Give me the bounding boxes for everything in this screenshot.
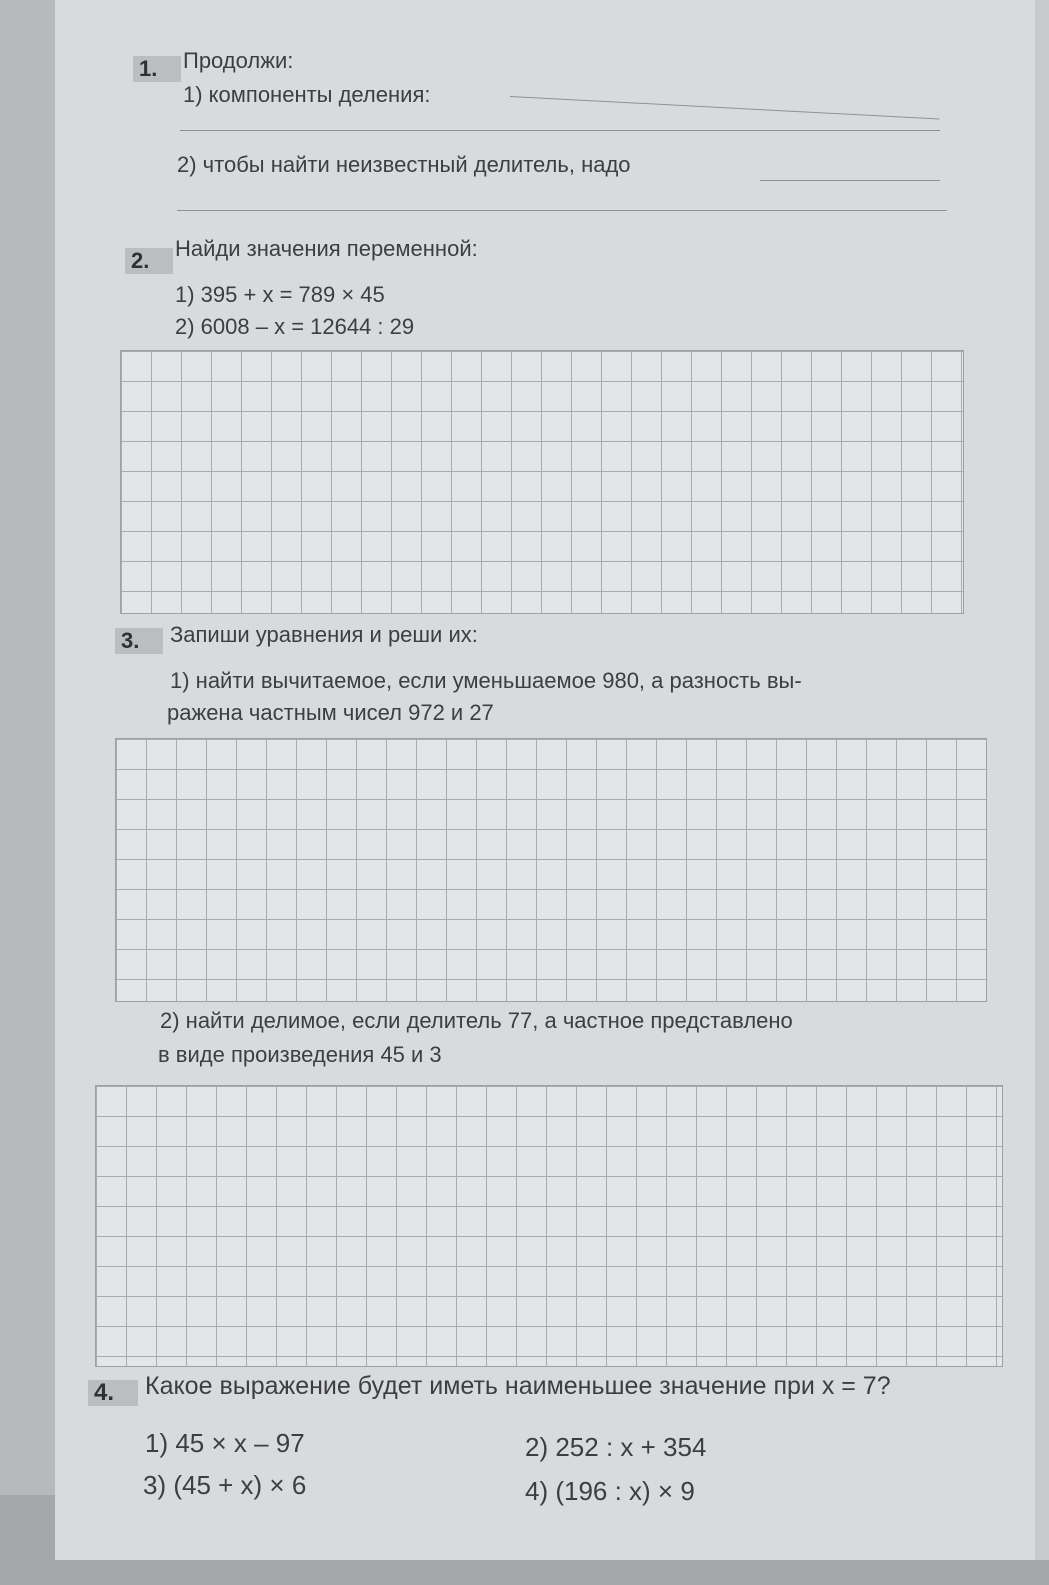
answer-line[interactable] (180, 130, 940, 131)
task-3-item-2-line-2: в виде произведения 45 и 3 (158, 1042, 442, 1067)
task-4-number: 4. (88, 1380, 138, 1406)
task-1-number: 1. (133, 56, 181, 82)
task-1-title: Продолжи: (183, 48, 294, 73)
task-3-item-2-line-1: 2) найти делимое, если делитель 77, а частное представлено (160, 1008, 793, 1033)
task-2-number: 2. (125, 248, 173, 274)
task-2-title: Найди значения переменной: (175, 236, 478, 261)
task-4-option-3[interactable]: 3) (45 + x) × 6 (143, 1470, 307, 1500)
answer-line[interactable] (177, 210, 947, 211)
task-4-title: Какое выражение будет иметь наименьшее значение при x = 7? (145, 1372, 891, 1400)
answer-grid[interactable] (120, 350, 964, 614)
answer-line[interactable] (760, 180, 940, 181)
answer-line[interactable] (510, 96, 939, 120)
task-2-equation-1: 1) 395 + x = 789 × 45 (175, 282, 385, 307)
task-3-item-1-line-2: ражена частным чисел 972 и 27 (167, 700, 494, 725)
task-3-item-1-line-1: 1) найти вычитаемое, если уменьшаемое 980, а разность вы- (170, 668, 802, 693)
task-4-option-2[interactable]: 2) 252 : x + 354 (525, 1432, 707, 1462)
answer-grid[interactable] (115, 738, 987, 1002)
task-3-title: Запиши уравнения и реши их: (170, 622, 478, 647)
workbook-page (55, 0, 1049, 1560)
task-1-item-1: 1) компоненты деления: (183, 82, 431, 107)
answer-grid[interactable] (95, 1085, 1003, 1367)
task-3-number: 3. (115, 628, 163, 654)
task-1-item-2: 2) чтобы найти неизвестный делитель, надо (177, 152, 631, 177)
page-edge (1035, 0, 1049, 1560)
task-2-equation-2: 2) 6008 – x = 12644 : 29 (175, 314, 415, 339)
task-4-option-4[interactable]: 4) (196 : x) × 9 (525, 1476, 695, 1506)
task-4-option-1[interactable]: 1) 45 × x – 97 (145, 1428, 305, 1458)
